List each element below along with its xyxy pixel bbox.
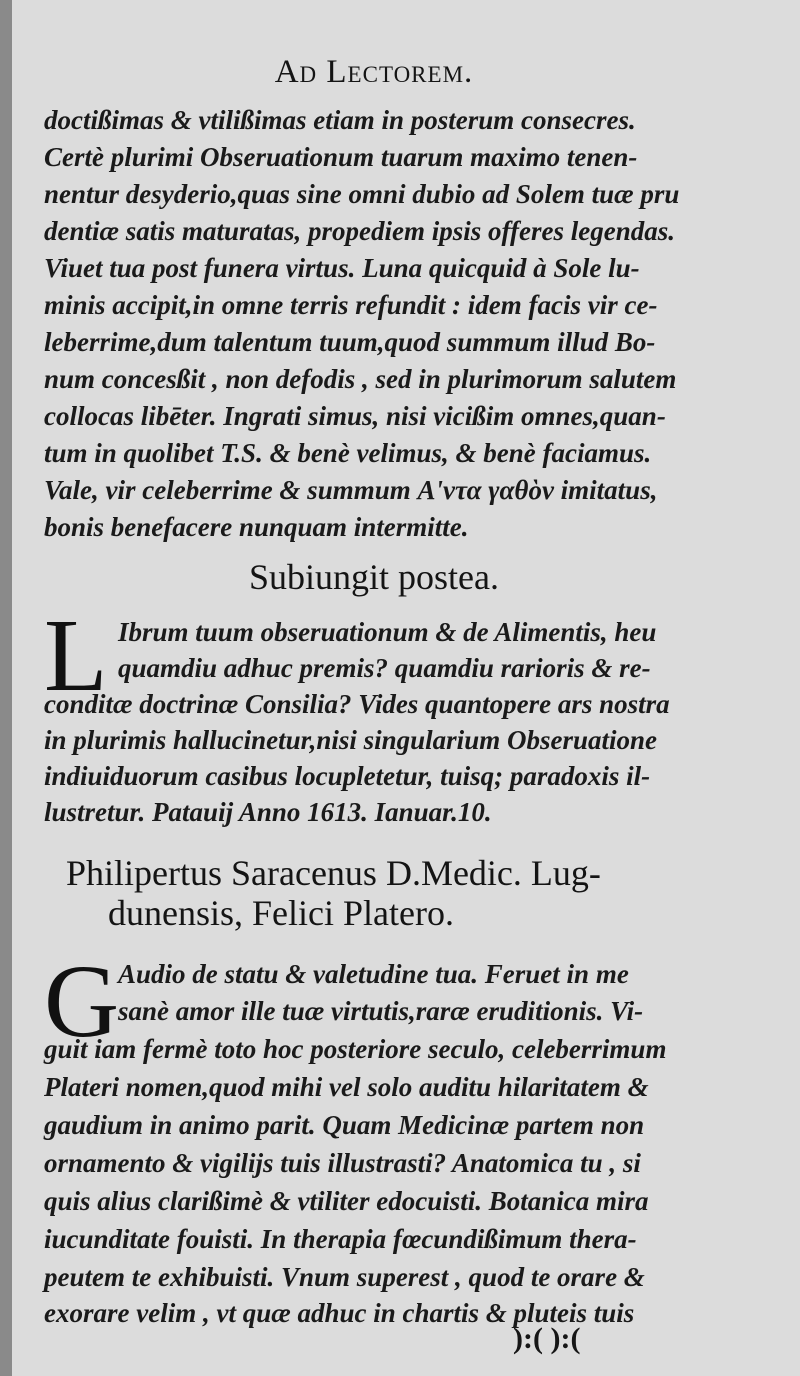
text-line: quis alius clarißimè & vtiliter edocuisti. Botanica mira [44,1186,649,1216]
text-line: Vale, vir celeberrime & summum Α'ντα γαθὸν imitatus, [44,475,658,505]
text-line: lustretur. Patauij Anno 1613. Ianuar.10. [44,797,492,827]
page-gutter-shadow [0,0,12,1376]
text-line: nentur desyderio,quas sine omni dubio ad Solem tuæ pru [44,179,680,209]
text-line: Plateri nomen,quod mihi vel solo auditu hilaritatem & [44,1072,649,1102]
text-line: gaudium in animo parit. Quam Medicinæ partem non [44,1110,645,1140]
text-line: leberrime,dum talentum tuum,quod summum illud Bo- [44,327,656,357]
running-head: Ad Lectorem. [274,54,474,90]
section-heading: Subiungit postea. [249,557,499,597]
letter-heading-line1: Philipertus Saracenus D.Medic. Lug- [66,853,601,893]
text-line: conditæ doctrinæ Consilia? Vides quantopere ars nostra [44,689,670,719]
text-line: collocas libēter. Ingrati simus, nisi vicißim omnes,quan- [44,401,666,431]
drop-cap: G [44,944,120,1059]
drop-cap: L [44,598,108,713]
text-line: indiuiduorum casibus locupletetur, tuisq; paradoxis il- [44,761,651,791]
text-line: Audio de statu & valetudine tua. Feruet in me [118,959,629,989]
text-line: in plurimis hallucinetur,nisi singularium Obseruatione [44,725,657,755]
text-line: doctißimas & vtilißimas etiam in posterum consecres. [44,105,636,135]
text-line: exorare velim , vt quæ adhuc in chartis & pluteis tuis [44,1298,635,1328]
text-line: ornamento & vigilijs tuis illustrasti? Anatomica tu , si [44,1148,641,1178]
text-line: bonis benefacere nunquam intermitte. [44,512,469,542]
text-line: peutem te exhibuisti. Vnum superest , quod te orare & [44,1262,645,1292]
text-line: dentiæ satis maturatas, propediem ipsis offeres legendas. [44,216,676,246]
text-line: Certè plurimi Obseruationum tuarum maximo tenen- [44,142,638,172]
text-line: minis accipit,in omne terris refundit : idem facis vir ce- [44,290,658,320]
letter-heading-line2: dunensis, Felici Platero. [108,893,454,933]
signature-mark: ):( ):( [513,1322,581,1355]
text-line: quamdiu adhuc premis? quamdiu rarioris & re- [118,653,651,683]
text-line: guit iam fermè toto hoc posteriore seculo, celeberrimum [44,1034,667,1064]
text-line: Viuet tua post funera virtus. Luna quicquid à Sole lu- [44,253,640,283]
text-line: num concesßit , non defodis , sed in plurimorum salutem [44,364,677,394]
text-line: Ibrum tuum obseruationum & de Alimentis, heu [118,617,657,647]
text-line: sanè amor ille tuæ virtutis,raræ eruditionis. Vi- [118,996,644,1026]
text-line: tum in quolibet T.S. & benè velimus, & benè faciamus. [44,438,652,468]
text-line: iucunditate fouisti. In therapia fœcundißimum thera- [44,1224,637,1254]
